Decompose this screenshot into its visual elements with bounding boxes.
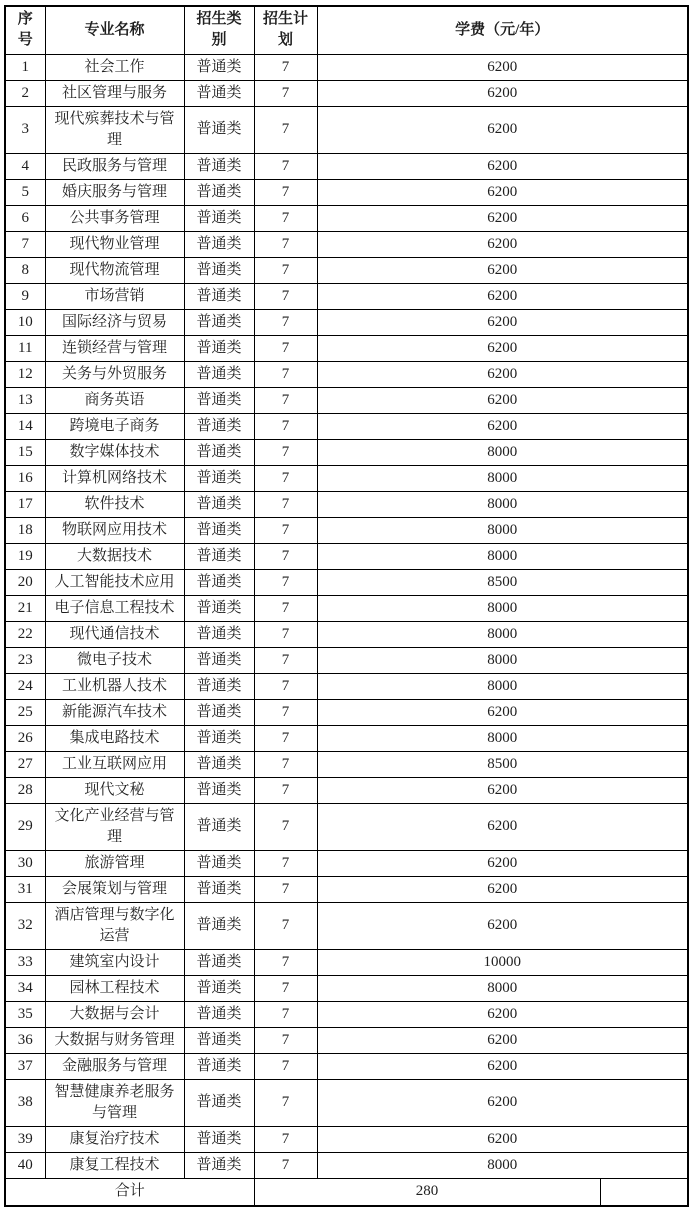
row-number-cell: 23	[5, 647, 45, 673]
col-header-major	[45, 6, 184, 54]
row-number-cell: 4	[5, 153, 45, 179]
major-name-cell-text: 酒店管理与数字化运营	[54, 906, 175, 944]
col-header-plan	[254, 6, 317, 54]
plan-cell: 7	[254, 335, 317, 361]
major-name-cell-text: 园林工程技术	[69, 979, 160, 996]
footer-row	[5, 1178, 688, 1206]
major-name-cell	[45, 1027, 184, 1053]
major-name-cell-text: 数字媒体技术	[69, 443, 160, 460]
fee-cell: 8500	[317, 751, 688, 777]
major-name-cell-text: 现代物流管理	[69, 261, 160, 278]
fee-cell: 6200	[317, 335, 688, 361]
major-name-cell	[45, 439, 184, 465]
category-cell: 普通类	[184, 569, 254, 595]
major-name-cell-text: 微电子技术	[76, 651, 152, 668]
major-name-cell-text: 软件技术	[84, 495, 145, 512]
fee-cell: 6200	[317, 803, 688, 850]
plan-cell: 7	[254, 309, 317, 335]
table-row	[5, 106, 688, 153]
table-row	[5, 777, 688, 803]
fee-cell: 8000	[317, 673, 688, 699]
major-name-cell	[45, 850, 184, 876]
major-name-cell	[45, 335, 184, 361]
fee-cell: 6200	[317, 1079, 688, 1126]
row-number-cell: 35	[5, 1001, 45, 1027]
plan-cell: 7	[254, 80, 317, 106]
fee-cell: 8000	[317, 543, 688, 569]
category-cell: 普通类	[184, 850, 254, 876]
category-cell: 普通类	[184, 595, 254, 621]
col-header-no	[5, 6, 45, 54]
fee-cell: 6200	[317, 106, 688, 153]
major-name-cell	[45, 621, 184, 647]
major-name-cell-text: 市场营销	[84, 287, 145, 304]
row-number-cell: 14	[5, 413, 45, 439]
fee-cell: 6200	[317, 361, 688, 387]
major-name-cell-text: 现代物业管理	[69, 235, 160, 252]
category-cell: 普通类	[184, 413, 254, 439]
fee-cell: 6200	[317, 179, 688, 205]
table-row	[5, 361, 688, 387]
category-cell: 普通类	[184, 309, 254, 335]
major-name-cell-text: 工业机器人技术	[61, 677, 167, 694]
major-name-cell	[45, 54, 184, 80]
major-name-cell-text: 金融服务与管理	[61, 1057, 167, 1074]
major-name-cell	[45, 803, 184, 850]
plan-cell: 7	[254, 621, 317, 647]
table-row	[5, 1079, 688, 1126]
major-name-cell-text: 电子信息工程技术	[54, 599, 175, 616]
major-name-cell-text: 民政服务与管理	[61, 157, 167, 174]
category-cell: 普通类	[184, 1001, 254, 1027]
fee-cell: 8000	[317, 1152, 688, 1178]
table-row	[5, 153, 688, 179]
major-name-cell	[45, 517, 184, 543]
category-cell: 普通类	[184, 257, 254, 283]
major-name-cell-text: 婚庆服务与管理	[61, 183, 167, 200]
plan-cell: 7	[254, 949, 317, 975]
fee-cell: 8000	[317, 491, 688, 517]
category-cell: 普通类	[184, 1053, 254, 1079]
category-cell: 普通类	[184, 777, 254, 803]
major-name-cell	[45, 491, 184, 517]
category-cell: 普通类	[184, 725, 254, 751]
fee-cell: 6200	[317, 1027, 688, 1053]
major-name-cell-text: 连锁经营与管理	[61, 339, 167, 356]
plan-cell: 7	[254, 257, 317, 283]
category-cell: 普通类	[184, 179, 254, 205]
category-cell: 普通类	[184, 1126, 254, 1152]
category-cell: 普通类	[184, 231, 254, 257]
major-name-cell	[45, 751, 184, 777]
row-number-cell: 10	[5, 309, 45, 335]
row-number-cell: 5	[5, 179, 45, 205]
category-cell: 普通类	[184, 647, 254, 673]
category-cell: 普通类	[184, 673, 254, 699]
major-name-cell	[45, 231, 184, 257]
fee-cell: 6200	[317, 54, 688, 80]
fee-cell: 6200	[317, 1126, 688, 1152]
fee-cell: 8000	[317, 439, 688, 465]
category-cell: 普通类	[184, 1079, 254, 1126]
plan-cell: 7	[254, 517, 317, 543]
fee-cell: 6200	[317, 876, 688, 902]
table-row	[5, 205, 688, 231]
fee-cell: 8500	[317, 569, 688, 595]
category-cell: 普通类	[184, 975, 254, 1001]
table-row	[5, 491, 688, 517]
row-number-cell: 7	[5, 231, 45, 257]
table-row	[5, 902, 688, 949]
fee-cell: 6200	[317, 413, 688, 439]
plan-cell: 7	[254, 777, 317, 803]
plan-cell: 7	[254, 975, 317, 1001]
major-name-cell-text: 社区管理与服务	[61, 84, 167, 101]
major-name-cell-text: 跨境电子商务	[69, 417, 160, 434]
row-number-cell: 3	[5, 106, 45, 153]
major-name-cell	[45, 647, 184, 673]
row-number-cell: 12	[5, 361, 45, 387]
fee-cell: 8000	[317, 647, 688, 673]
major-name-cell-text: 智慧健康养老服务与管理	[54, 1083, 175, 1121]
row-number-cell: 39	[5, 1126, 45, 1152]
fee-cell: 8000	[317, 975, 688, 1001]
major-name-cell-text: 商务英语	[84, 391, 145, 408]
plan-cell: 7	[254, 153, 317, 179]
table-row	[5, 1053, 688, 1079]
row-number-cell: 11	[5, 335, 45, 361]
category-cell: 普通类	[184, 283, 254, 309]
plan-cell: 7	[254, 725, 317, 751]
plan-cell: 7	[254, 54, 317, 80]
major-name-cell-text: 新能源汽车技术	[61, 703, 167, 720]
plan-cell: 7	[254, 1027, 317, 1053]
row-number-cell: 27	[5, 751, 45, 777]
category-cell: 普通类	[184, 699, 254, 725]
category-cell: 普通类	[184, 439, 254, 465]
major-name-cell-text: 物联网应用技术	[61, 521, 167, 538]
table-row	[5, 569, 688, 595]
table-row	[5, 1126, 688, 1152]
fee-cell: 6200	[317, 257, 688, 283]
fee-cell: 8000	[317, 725, 688, 751]
fee-cell: 6200	[317, 231, 688, 257]
table-row	[5, 751, 688, 777]
category-cell: 普通类	[184, 387, 254, 413]
category-cell: 普通类	[184, 949, 254, 975]
plan-cell: 7	[254, 179, 317, 205]
row-number-cell: 32	[5, 902, 45, 949]
plan-cell: 7	[254, 673, 317, 699]
major-name-cell-text: 大数据与财务管理	[54, 1031, 175, 1048]
plan-cell: 7	[254, 1126, 317, 1152]
table-row	[5, 231, 688, 257]
major-name-cell	[45, 413, 184, 439]
table-row	[5, 413, 688, 439]
table-row	[5, 699, 688, 725]
table-row	[5, 54, 688, 80]
fee-cell: 8000	[317, 621, 688, 647]
plan-cell: 7	[254, 1001, 317, 1027]
row-number-cell: 20	[5, 569, 45, 595]
plan-cell: 7	[254, 902, 317, 949]
major-name-cell-text: 大数据技术	[76, 547, 152, 564]
major-name-cell-text: 国际经济与贸易	[61, 313, 167, 330]
major-name-cell-text: 康复工程技术	[69, 1156, 160, 1173]
major-name-cell	[45, 1152, 184, 1178]
category-cell: 普通类	[184, 335, 254, 361]
category-cell: 普通类	[184, 803, 254, 850]
major-name-cell	[45, 876, 184, 902]
table-row	[5, 543, 688, 569]
major-name-cell	[45, 673, 184, 699]
major-name-cell-text: 大数据与会计	[69, 1005, 160, 1022]
major-name-cell	[45, 1001, 184, 1027]
category-cell: 普通类	[184, 543, 254, 569]
major-name-cell-text: 现代文秘	[84, 781, 145, 798]
category-cell: 普通类	[184, 205, 254, 231]
row-number-cell: 2	[5, 80, 45, 106]
row-number-cell: 28	[5, 777, 45, 803]
major-name-cell	[45, 309, 184, 335]
category-cell: 普通类	[184, 491, 254, 517]
major-name-cell-text: 社会工作	[84, 58, 145, 75]
table-row	[5, 517, 688, 543]
col-header-fee: 学费（元/年）	[317, 6, 688, 54]
fee-cell: 6200	[317, 205, 688, 231]
col-header-category-label: 招生类别	[196, 11, 242, 49]
category-cell: 普通类	[184, 902, 254, 949]
table-row	[5, 975, 688, 1001]
major-name-cell	[45, 595, 184, 621]
category-cell: 普通类	[184, 80, 254, 106]
category-cell: 普通类	[184, 465, 254, 491]
row-number-cell: 22	[5, 621, 45, 647]
major-name-cell-text: 计算机网络技术	[61, 469, 167, 486]
fee-cell: 6200	[317, 387, 688, 413]
major-name-cell	[45, 569, 184, 595]
major-name-cell-text: 会展策划与管理	[61, 880, 167, 897]
row-number-cell: 30	[5, 850, 45, 876]
major-name-cell	[45, 902, 184, 949]
plan-cell: 7	[254, 850, 317, 876]
row-number-cell: 29	[5, 803, 45, 850]
col-header-plan-label: 招生计划	[262, 11, 308, 49]
major-name-cell	[45, 283, 184, 309]
category-cell: 普通类	[184, 876, 254, 902]
major-name-cell	[45, 465, 184, 491]
row-number-cell: 17	[5, 491, 45, 517]
fee-cell: 8000	[317, 465, 688, 491]
category-cell: 普通类	[184, 517, 254, 543]
table-row	[5, 673, 688, 699]
category-cell: 普通类	[184, 153, 254, 179]
col-header-no-label: 序号	[17, 11, 33, 49]
fee-cell: 6200	[317, 1001, 688, 1027]
major-name-cell	[45, 777, 184, 803]
table-row	[5, 876, 688, 902]
row-number-cell: 1	[5, 54, 45, 80]
header-row	[5, 6, 688, 54]
fee-cell: 6200	[317, 777, 688, 803]
row-number-cell: 9	[5, 283, 45, 309]
table-row	[5, 725, 688, 751]
table-row	[5, 1001, 688, 1027]
plan-cell: 7	[254, 1079, 317, 1126]
fee-cell: 8000	[317, 517, 688, 543]
plan-cell: 7	[254, 465, 317, 491]
plan-cell: 7	[254, 283, 317, 309]
table-row	[5, 439, 688, 465]
plan-cell: 7	[254, 647, 317, 673]
row-number-cell: 37	[5, 1053, 45, 1079]
major-name-cell	[45, 1079, 184, 1126]
table-row	[5, 387, 688, 413]
major-name-cell	[45, 725, 184, 751]
major-name-cell-text: 旅游管理	[84, 854, 145, 871]
plan-cell: 7	[254, 106, 317, 153]
major-name-cell	[45, 361, 184, 387]
plan-cell: 7	[254, 876, 317, 902]
table-row	[5, 335, 688, 361]
major-name-cell-text: 现代殡葬技术与管理	[54, 110, 175, 148]
category-cell: 普通类	[184, 361, 254, 387]
major-name-cell	[45, 1053, 184, 1079]
table-body	[5, 54, 688, 1178]
category-cell: 普通类	[184, 54, 254, 80]
admissions-table	[4, 5, 689, 1207]
table-row	[5, 257, 688, 283]
table-row	[5, 595, 688, 621]
fee-cell: 6200	[317, 850, 688, 876]
row-number-cell: 36	[5, 1027, 45, 1053]
row-number-cell: 15	[5, 439, 45, 465]
major-name-cell	[45, 949, 184, 975]
plan-cell: 7	[254, 491, 317, 517]
footer-empty-cell	[600, 1178, 688, 1206]
row-number-cell: 25	[5, 699, 45, 725]
category-cell: 普通类	[184, 751, 254, 777]
col-header-category	[184, 6, 254, 54]
total-label: 合计	[5, 1178, 254, 1206]
major-name-cell-text: 工业互联网应用	[61, 755, 167, 772]
plan-cell: 7	[254, 387, 317, 413]
table-row	[5, 621, 688, 647]
major-name-cell	[45, 179, 184, 205]
plan-cell: 7	[254, 569, 317, 595]
plan-cell: 7	[254, 699, 317, 725]
major-name-cell	[45, 106, 184, 153]
plan-cell: 7	[254, 543, 317, 569]
table-row	[5, 1152, 688, 1178]
plan-cell: 7	[254, 413, 317, 439]
row-number-cell: 26	[5, 725, 45, 751]
row-number-cell: 38	[5, 1079, 45, 1126]
major-name-cell	[45, 699, 184, 725]
table-row	[5, 309, 688, 335]
major-name-cell-text: 集成电路技术	[69, 729, 160, 746]
table-row	[5, 949, 688, 975]
table-row	[5, 647, 688, 673]
major-name-cell-text: 现代通信技术	[69, 625, 160, 642]
major-name-cell-text: 公共事务管理	[69, 209, 160, 226]
row-number-cell: 16	[5, 465, 45, 491]
table-row	[5, 1027, 688, 1053]
table-row	[5, 803, 688, 850]
table-row	[5, 179, 688, 205]
major-name-cell	[45, 1126, 184, 1152]
plan-cell: 7	[254, 803, 317, 850]
row-number-cell: 6	[5, 205, 45, 231]
total-plan-value: 280	[254, 1178, 600, 1206]
fee-cell: 6200	[317, 309, 688, 335]
major-name-cell-text: 关务与外贸服务	[61, 365, 167, 382]
major-name-cell	[45, 80, 184, 106]
row-number-cell: 40	[5, 1152, 45, 1178]
category-cell: 普通类	[184, 106, 254, 153]
major-name-cell	[45, 543, 184, 569]
row-number-cell: 34	[5, 975, 45, 1001]
row-number-cell: 33	[5, 949, 45, 975]
plan-cell: 7	[254, 751, 317, 777]
col-header-major-label: 专业名称	[84, 21, 145, 38]
table-row	[5, 80, 688, 106]
fee-cell: 6200	[317, 902, 688, 949]
fee-cell: 6200	[317, 80, 688, 106]
row-number-cell: 8	[5, 257, 45, 283]
table-row	[5, 283, 688, 309]
major-name-cell	[45, 153, 184, 179]
major-name-cell-text: 建筑室内设计	[69, 953, 160, 970]
category-cell: 普通类	[184, 1152, 254, 1178]
category-cell: 普通类	[184, 621, 254, 647]
plan-cell: 7	[254, 205, 317, 231]
row-number-cell: 21	[5, 595, 45, 621]
major-name-cell	[45, 975, 184, 1001]
major-name-cell	[45, 387, 184, 413]
fee-cell: 8000	[317, 595, 688, 621]
table-row	[5, 465, 688, 491]
fee-cell: 6200	[317, 283, 688, 309]
fee-cell: 6200	[317, 1053, 688, 1079]
fee-cell: 10000	[317, 949, 688, 975]
fee-cell: 6200	[317, 153, 688, 179]
plan-cell: 7	[254, 439, 317, 465]
table-row	[5, 850, 688, 876]
major-name-cell	[45, 257, 184, 283]
plan-cell: 7	[254, 1053, 317, 1079]
plan-cell: 7	[254, 595, 317, 621]
major-name-cell-text: 康复治疗技术	[69, 1130, 160, 1147]
row-number-cell: 18	[5, 517, 45, 543]
major-name-cell-text: 人工智能技术应用	[54, 573, 175, 590]
category-cell: 普通类	[184, 1027, 254, 1053]
plan-cell: 7	[254, 1152, 317, 1178]
row-number-cell: 13	[5, 387, 45, 413]
major-name-cell-text: 文化产业经营与管理	[54, 807, 175, 845]
plan-cell: 7	[254, 361, 317, 387]
row-number-cell: 19	[5, 543, 45, 569]
major-name-cell	[45, 205, 184, 231]
plan-cell: 7	[254, 231, 317, 257]
fee-cell: 6200	[317, 699, 688, 725]
row-number-cell: 31	[5, 876, 45, 902]
row-number-cell: 24	[5, 673, 45, 699]
